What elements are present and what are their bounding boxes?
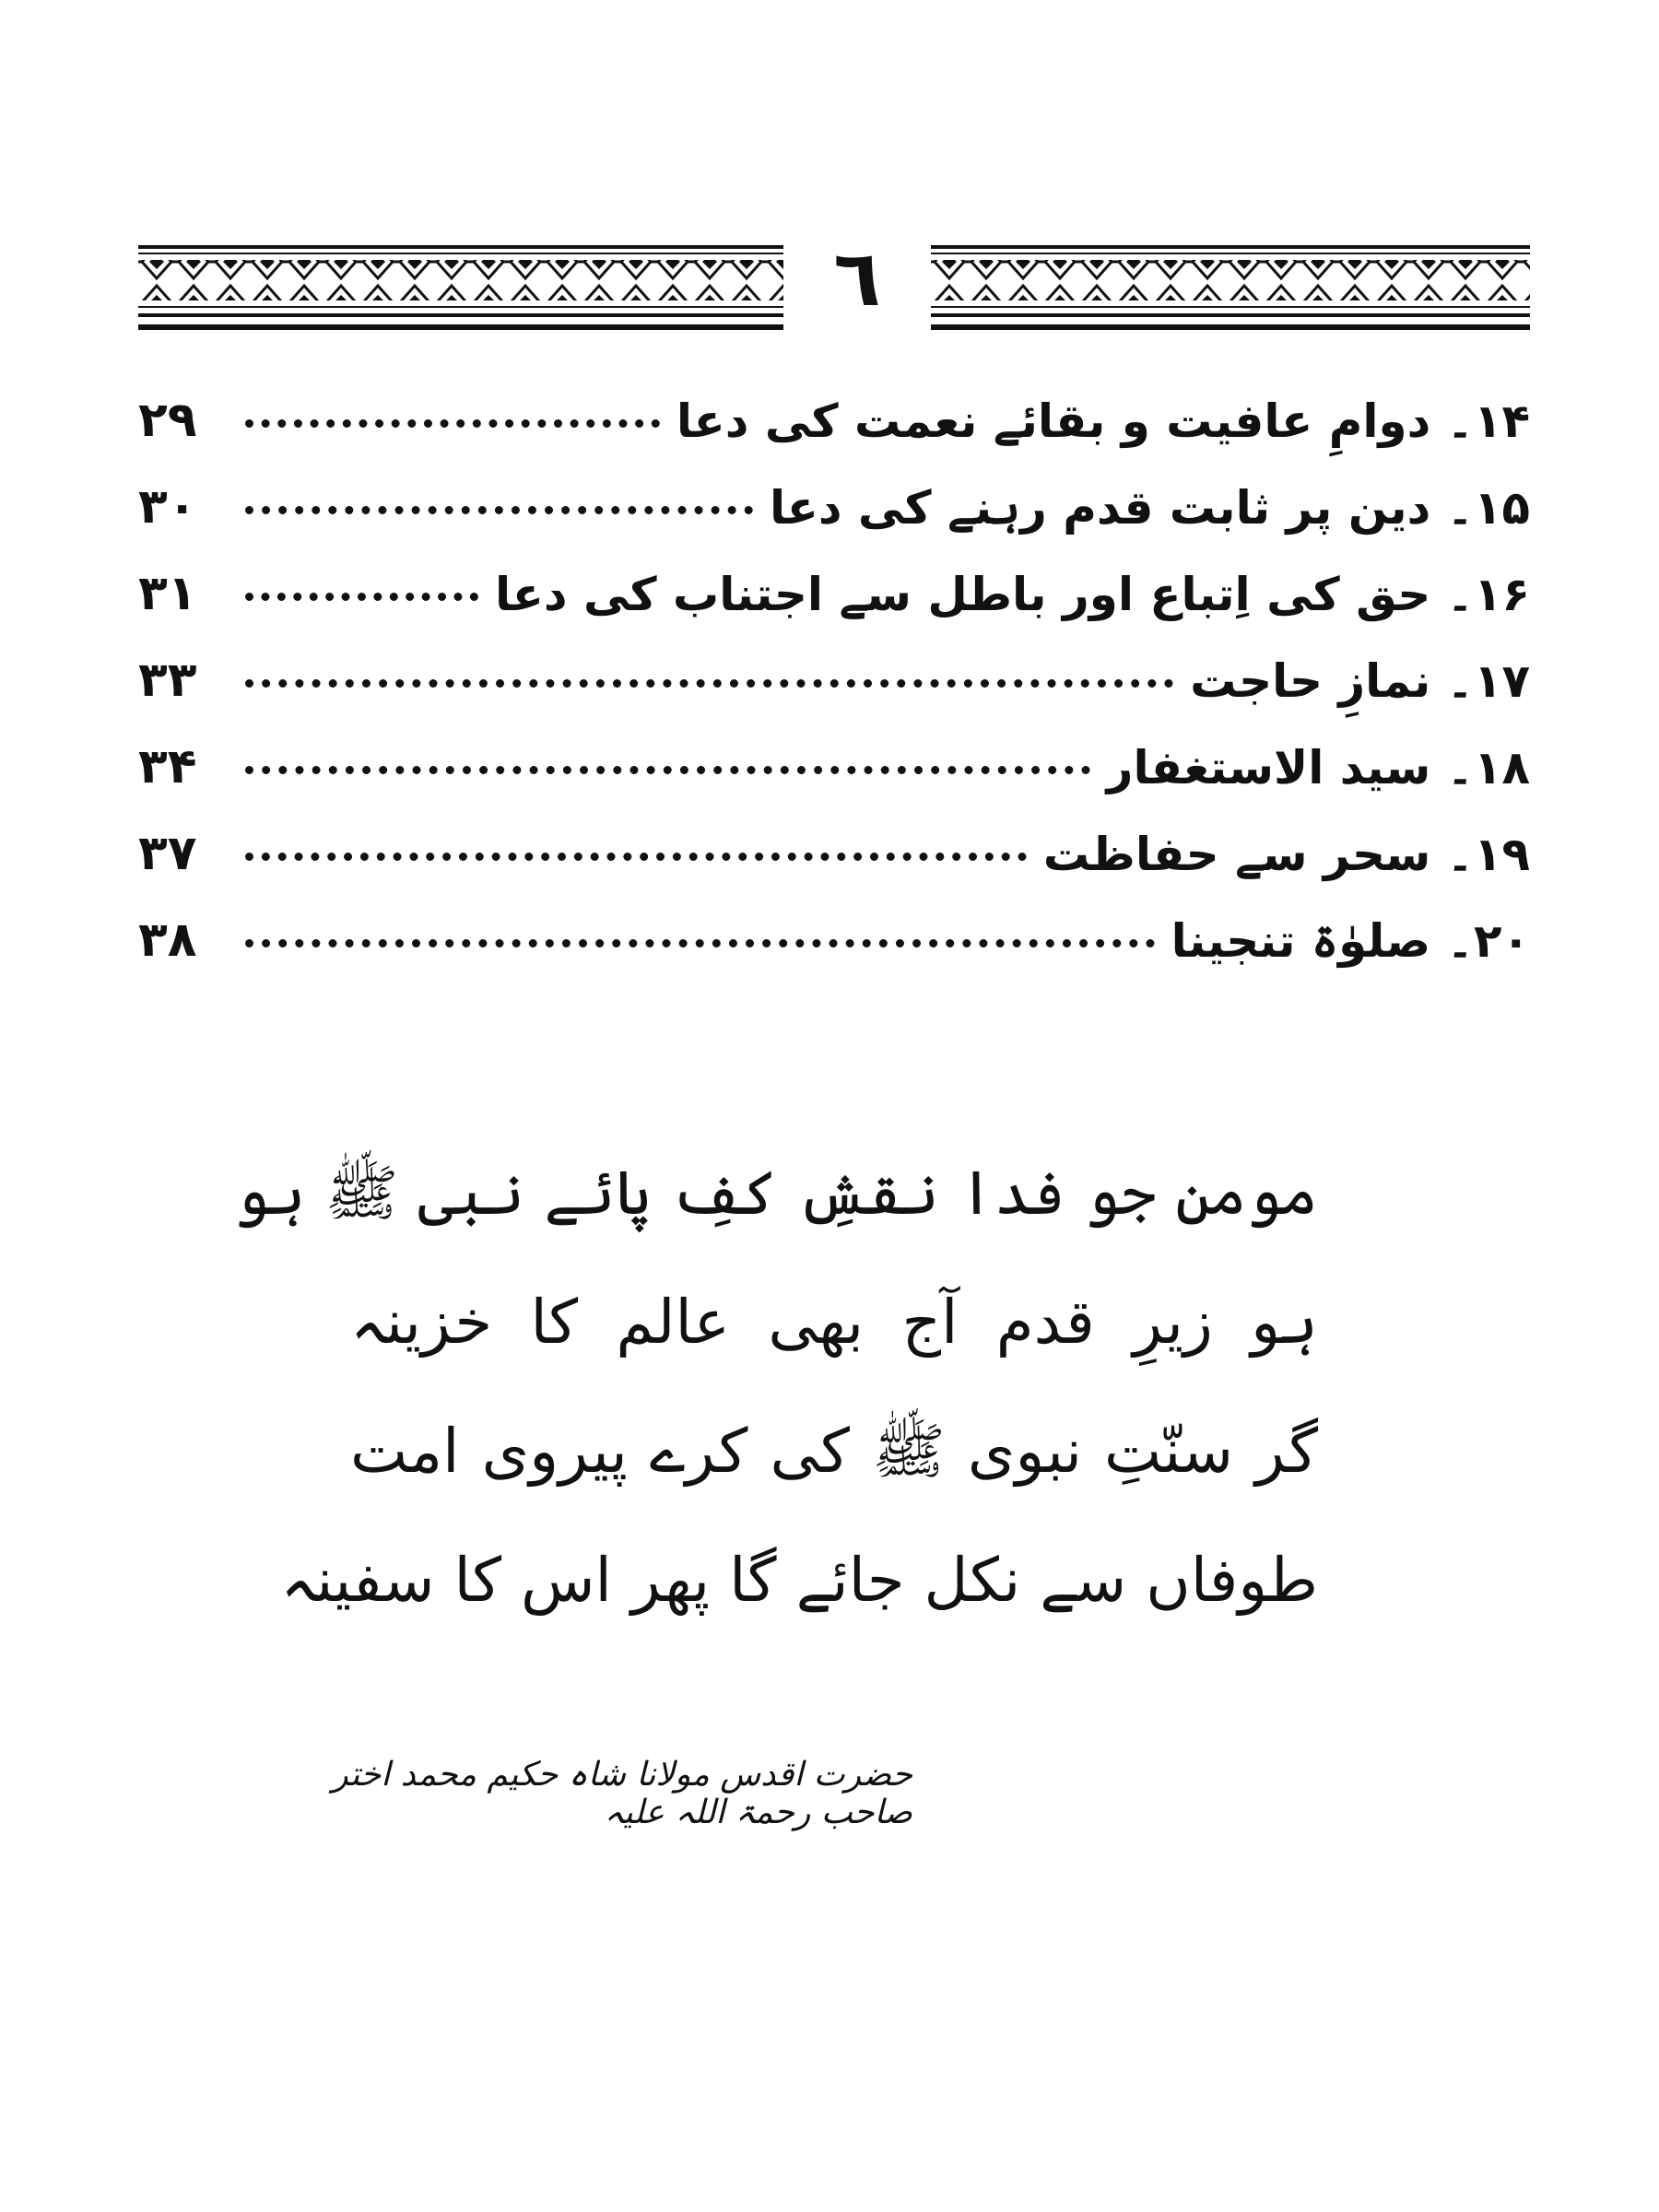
- poem: [234, 1129, 1319, 1645]
- page-number: ٦: [833, 233, 881, 324]
- toc-entry-page: ۳۱: [138, 566, 197, 621]
- toc-entry: [138, 621, 1530, 708]
- dot-leader: [245, 939, 1155, 947]
- poem-line: مومن جو فدا نقشِ کفِ پائے نبی ﷺ ہو: [234, 1158, 1318, 1229]
- dot-leader: [245, 679, 1173, 688]
- toc-entry-page: ۳۳: [138, 653, 197, 708]
- toc-entry: [138, 794, 1530, 881]
- toc-entry-title: ۱۴۔ دوامِ عافیت و بقائے نعمت کی دعا: [676, 394, 1530, 448]
- toc-entry-page: ۳۸: [138, 912, 197, 968]
- poem-line: طوفاں سے نکل جائے گا پھر اس کا سفینہ: [280, 1545, 1318, 1616]
- dot-leader: [245, 506, 753, 514]
- poem-line: گر سنّتِ نبوی ﷺ کی کرے پیروی امت: [350, 1416, 1319, 1487]
- toc-entry: [138, 535, 1530, 621]
- page-header: [138, 233, 1530, 334]
- toc-entry-page: ۳۷: [138, 826, 197, 881]
- ornament-right-icon: [931, 241, 1530, 334]
- toc-entry-title: ۱۸۔ سید الاستغفار: [1106, 741, 1530, 794]
- toc-entry-title: ۲۰۔ صلوٰۃ تنجینا: [1171, 914, 1530, 968]
- toc-entry-title: ۱۵۔ دین پر ثابت قدم رہنے کی دعا: [769, 481, 1530, 535]
- dot-leader: [245, 593, 478, 601]
- ornament-left-icon: [138, 241, 783, 334]
- toc-entry: [138, 881, 1530, 968]
- toc-entry-page: ۲۹: [138, 393, 197, 448]
- ornamental-border-right: [931, 241, 1530, 334]
- ornamental-border-left: [138, 241, 783, 334]
- dot-leader: [245, 853, 1027, 861]
- toc-entry-title: ۱۹۔ سحر سے حفاظت: [1042, 828, 1530, 881]
- poem-attribution: حضرت اقدس مولانا شاہ حکیم محمد اختر صاحب رحمۃ اللہ علیہ: [332, 1756, 912, 1831]
- toc-entry-page: ۳۰: [138, 479, 197, 535]
- toc-entry: [138, 361, 1530, 448]
- dot-leader: [245, 419, 660, 428]
- table-of-contents: [138, 361, 1530, 968]
- toc-entry-page: ۳۴: [138, 739, 197, 794]
- toc-entry-title: ۱۷۔ نمازِ حاجت: [1190, 654, 1530, 708]
- toc-entry: [138, 448, 1530, 535]
- dot-leader: [245, 766, 1090, 774]
- toc-entry-title: ۱۶۔ حق کی اِتباع اور باطل سے اجتناب کی دعا: [494, 568, 1530, 621]
- poem-line: ہو زیرِ قدم آج بھی عالم کا خزینہ: [350, 1287, 1318, 1358]
- toc-entry: [138, 708, 1530, 794]
